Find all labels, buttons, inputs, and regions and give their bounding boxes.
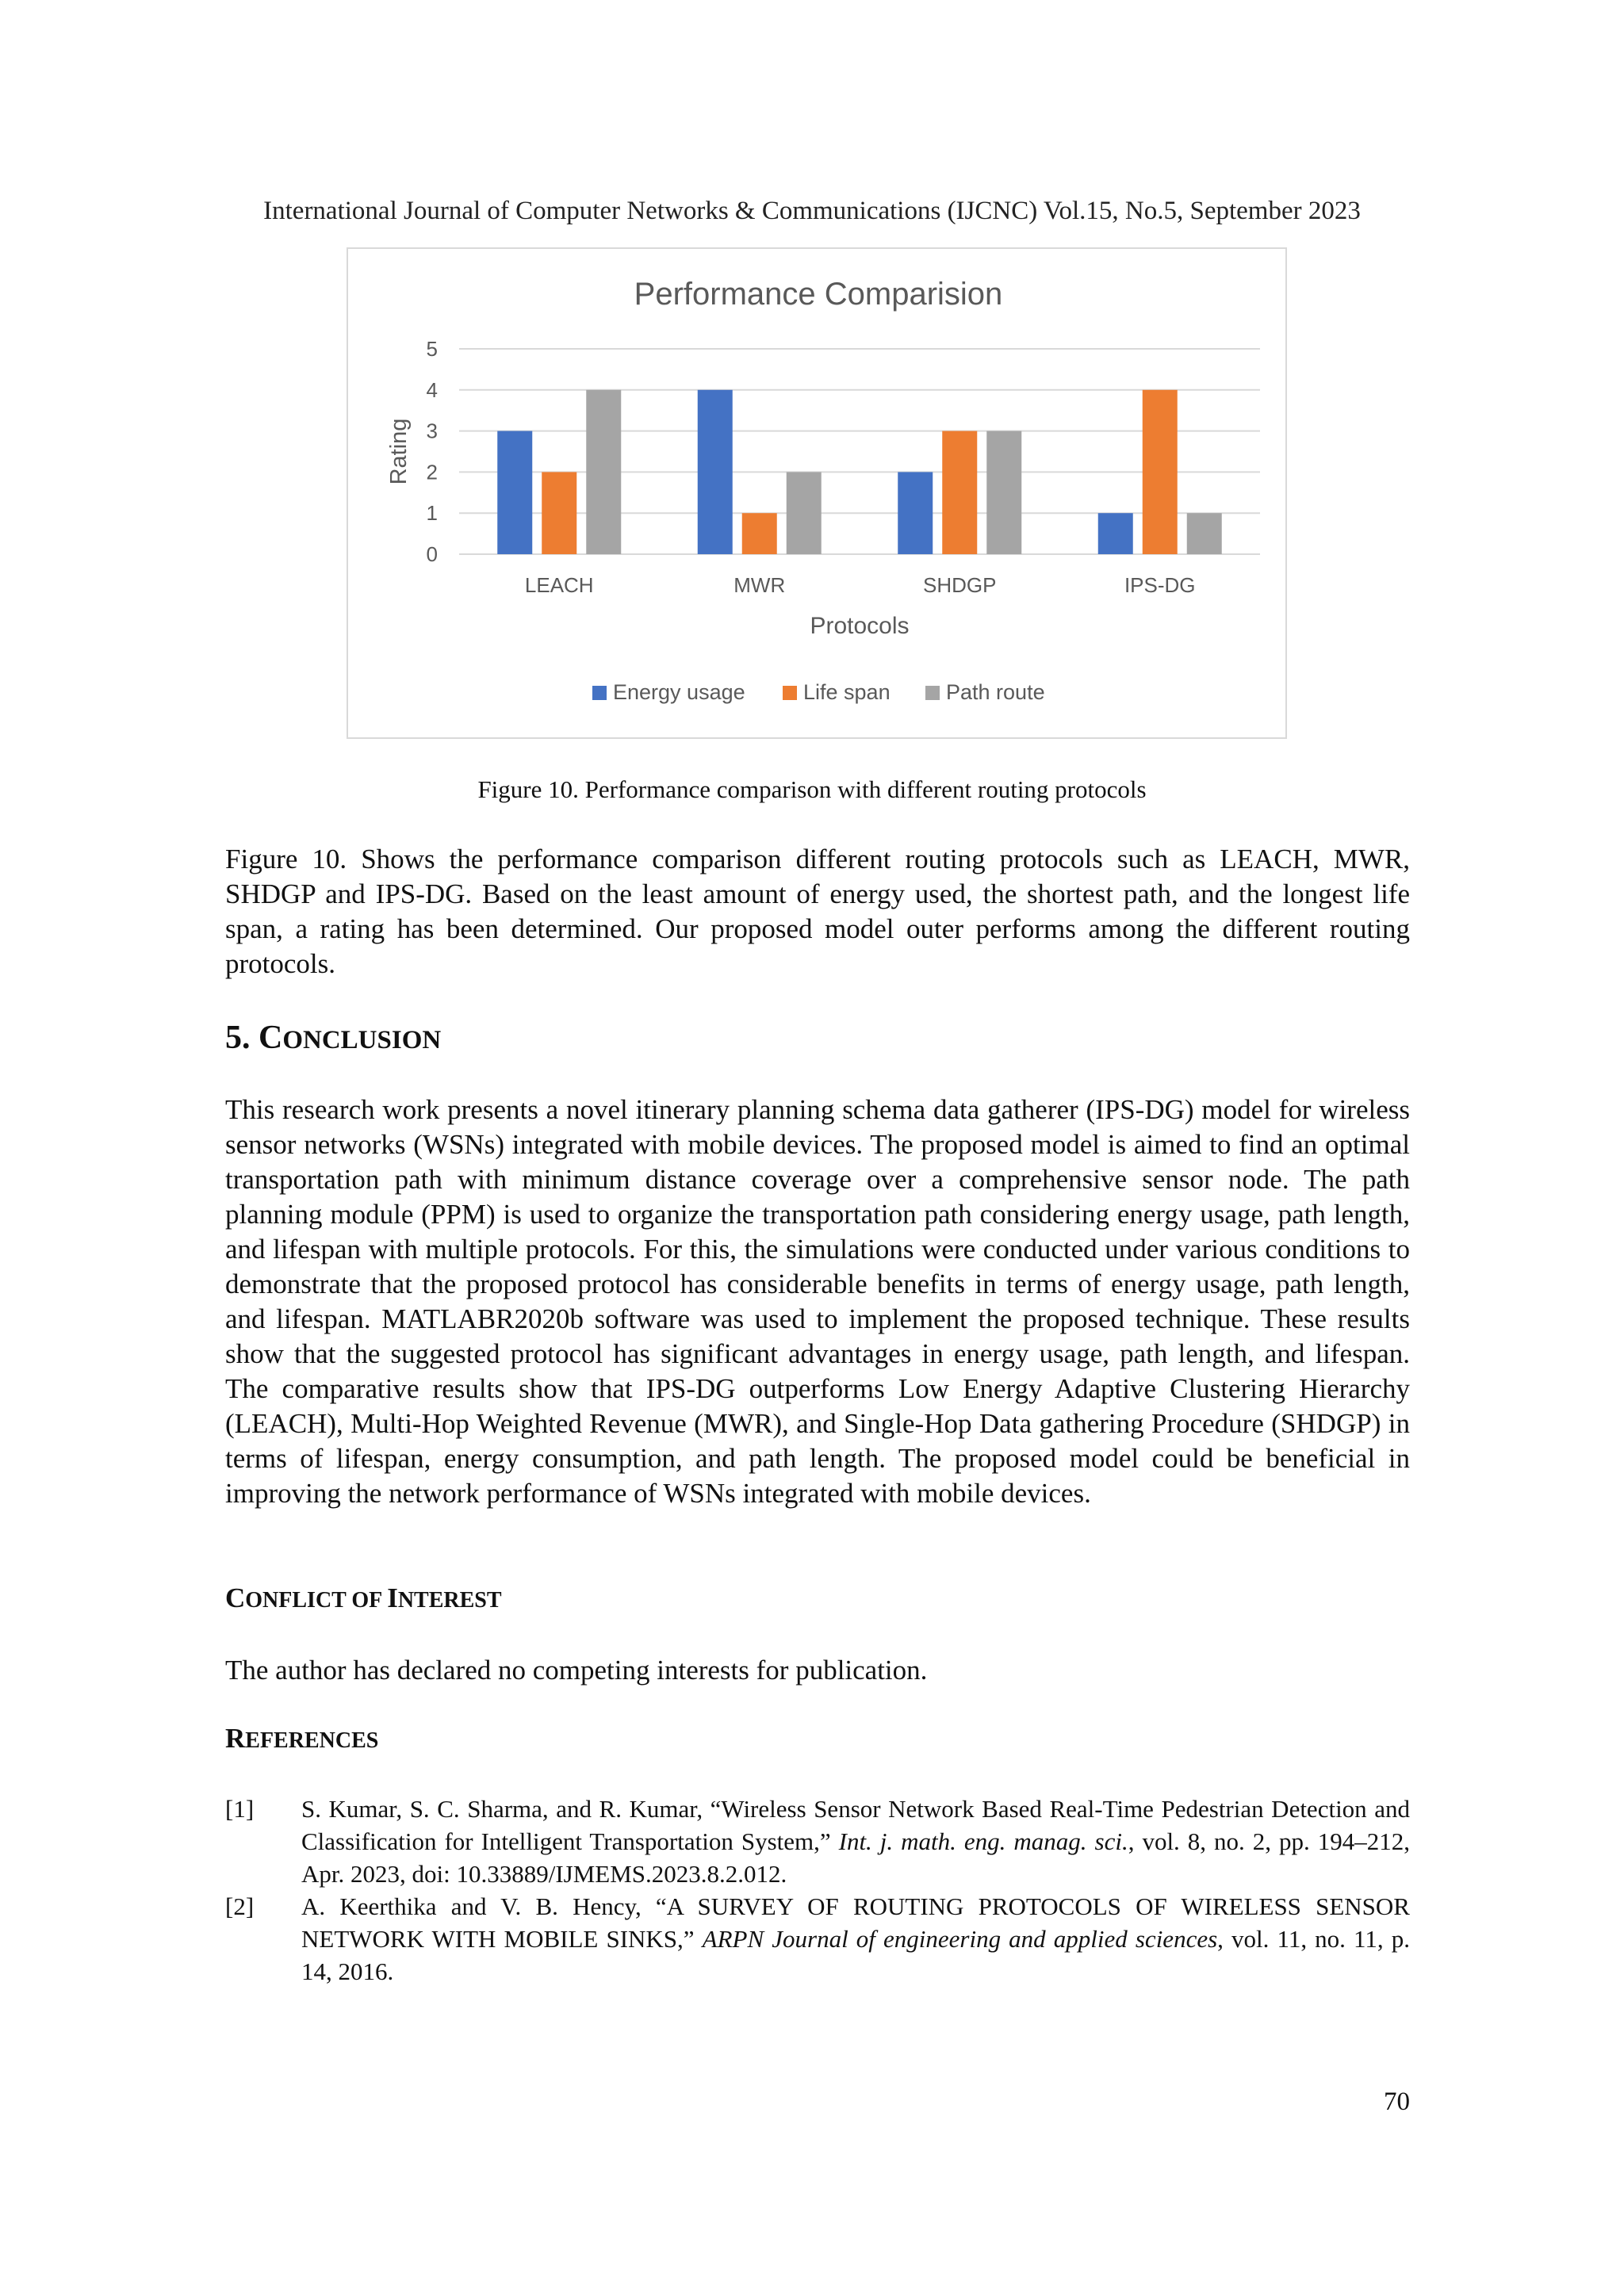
y-tick-label: 2	[426, 460, 438, 484]
legend-label: Path route	[946, 680, 1045, 704]
reference-journal: Int. j. math. eng. manag. sci.	[838, 1827, 1128, 1855]
x-axis-label: Protocols	[810, 613, 910, 639]
conclusion-heading-rest: ONCLUSION	[282, 1026, 442, 1054]
bar-energy-usage	[497, 431, 532, 554]
reference-authors-title: S. Kumar, S. C. Sharma, and R. Kumar, “Wireless Sensor Network Based Real-Time Pedestrian Detection and Classification for Intelligent Transportation System,”	[301, 1795, 1410, 1855]
conclusion-paragraph: This research work presents a novel itinerary planning schema data gatherer (IPS-DG) model for wireless sensor networks (WSNs) integrated with mobile devices. The proposed model is aimed to find an optimal transportation path with minimum distance coverage over a comprehensive sensor node. The path planning module (PPM) is used to organize the transportation path considering energy usage, path length, and lifespan with multiple protocols. For this, the simulations were conducted under various conditions to demonstrate that the proposed protocol has considerable benefits in terms of energy usage, path length, and lifespan. MATLABR2020b software was used to implement the proposed technique. These results show that the suggested protocol has significant advantages in energy usage, path length, and lifespan. The comparative results show that IPS-DG outperforms Low Energy Adaptive Clustering Hierarchy (LEACH), Multi-Hop Weighted Revenue (MWR), and Single-Hop Data gathering Procedure (SHDGP) in terms of lifespan, energy consumption, and path length. The proposed model could be beneficial in improving the network performance of WSNs integrated with mobile devices.	[225, 1094, 1410, 1509]
chart-svg	[348, 249, 1289, 740]
performance-chart	[347, 247, 1287, 739]
conclusion-heading	[225, 1019, 441, 1057]
references-heading	[225, 1723, 378, 1755]
bar-energy-usage	[898, 472, 933, 554]
conflict-initial-i: I	[387, 1582, 398, 1613]
references-initial: R	[225, 1723, 246, 1754]
figure-description-paragraph: Figure 10. Shows the performance comparison different routing protocols such as LEACH, MWR, SHDGP and IPS-DG. Based on the least amount of energy used, the shortest path, and the longest life span, a rating has been determined. Our proposed model outer performs among the different routing protocols.	[225, 844, 1410, 979]
legend-swatch	[592, 686, 607, 700]
conflict-rest-1: ONFLICT OF	[245, 1588, 388, 1613]
conflict-paragraph: The author has declared no competing interests for publication.	[225, 1655, 928, 1686]
legend-swatch	[925, 686, 940, 700]
reference-number: [1]	[225, 1795, 255, 1823]
x-tick-label: LEACH	[524, 573, 594, 597]
reference-number: [2]	[225, 1892, 255, 1920]
conclusion-heading-initial: C	[259, 1020, 283, 1056]
references-rest: EFERENCES	[245, 1728, 379, 1753]
reference-journal: ARPN Journal of engineering and applied sciences	[702, 1925, 1218, 1953]
chart-title: Performance Comparision	[634, 277, 1003, 312]
y-tick-label: 0	[426, 542, 438, 566]
legend-swatch	[783, 686, 797, 700]
conclusion-heading-number: 5.	[225, 1020, 259, 1056]
x-tick-label: IPS-DG	[1124, 573, 1196, 597]
y-tick-label: 4	[426, 377, 438, 402]
bar-path-route	[1187, 513, 1222, 554]
reference-authors-title: A. Keerthika and V. B. Hency, “A SURVEY OF ROUTING PROTOCOLS OF WIRELESS SENSOR NETWORK WITH MOBILE SINKS,”	[301, 1892, 1410, 1953]
y-tick-label: 3	[426, 419, 438, 443]
bar-path-route	[787, 472, 822, 554]
bar-life-span	[542, 472, 576, 554]
conflict-rest-2: NTEREST	[397, 1588, 502, 1613]
bar-life-span	[942, 431, 977, 554]
figure-caption: Figure 10. Performance comparison with different routing protocols	[477, 775, 1147, 803]
conflict-initial-c: C	[225, 1582, 246, 1613]
bar-life-span	[742, 513, 777, 554]
legend-label: Life span	[803, 680, 891, 704]
running-header: International Journal of Computer Networks & Communications (IJCNC) Vol.15, No.5, September 2023	[263, 197, 1361, 225]
y-tick-label: 1	[426, 501, 438, 526]
reference-text	[301, 1793, 1410, 1890]
bar-path-route	[986, 431, 1021, 554]
x-tick-label: SHDGP	[923, 573, 997, 597]
reference-details: , vol. 11, no. 11, p. 14, 2016.	[301, 1925, 1410, 1985]
conflict-heading	[225, 1582, 502, 1614]
bar-energy-usage	[1098, 513, 1133, 554]
y-tick-label: 5	[426, 337, 438, 361]
page-number: 70	[1384, 2087, 1410, 2116]
bar-path-route	[586, 390, 621, 554]
x-tick-label: MWR	[733, 573, 786, 597]
bar-life-span	[1143, 390, 1178, 554]
reference-details: , vol. 8, no. 2, pp. 194–212, Apr. 2023, doi: 10.33889/IJMEMS.2023.8.2.012.	[301, 1827, 1410, 1888]
reference-text	[301, 1890, 1410, 1988]
legend-label: Energy usage	[613, 680, 745, 704]
bar-energy-usage	[698, 390, 733, 554]
y-axis-label: Rating	[386, 418, 412, 485]
